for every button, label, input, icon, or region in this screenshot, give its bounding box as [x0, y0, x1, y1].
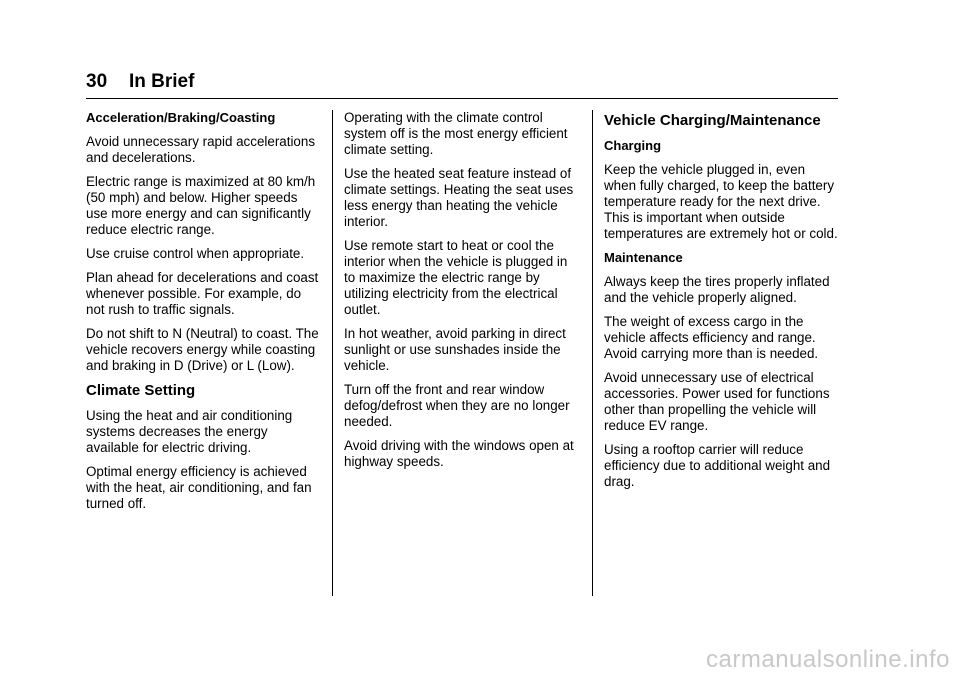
column-divider-left — [332, 110, 333, 596]
watermark: carmanualsonline.info — [706, 646, 950, 673]
heading-climate-setting: Climate Setting — [86, 382, 196, 399]
paragraph: Avoid unnecessary use of electrical accessories. Power used for functions other than propelling the vehicle will reduce EV range. — [604, 370, 830, 433]
column-middle — [344, 110, 580, 478]
page-title: In Brief — [129, 71, 195, 92]
paragraph: Operating with the climate control system off is the most energy efficient climate setting. — [344, 110, 568, 157]
paragraph: Optimal energy efficiency is achieved with the heat, air conditioning, and fan turned off. — [86, 464, 312, 511]
paragraph: Use cruise control when appropriate. — [86, 246, 305, 261]
page-number: 30 — [86, 71, 108, 92]
paragraph: Use remote start to heat or cool the interior when the vehicle is plugged in to maximize the electric range by utilizing electricity from the electrical outlet. — [344, 238, 568, 317]
paragraph: Using a rooftop carrier will reduce efficiency due to additional weight and drag. — [604, 442, 831, 489]
paragraph: In hot weather, avoid parking in direct sunlight or use sunshades inside the vehicle. — [344, 326, 566, 373]
column-right — [604, 110, 838, 498]
paragraph: Keep the vehicle plugged in, even when fully charged, to keep the battery temperature ready for the next drive. This is important when outside temperatures are extremely hot or cold. — [604, 162, 838, 241]
column-left — [86, 110, 322, 520]
subhead-charging: Charging — [604, 138, 662, 153]
subhead-acceleration: Acceleration/Braking/Coasting — [86, 110, 276, 125]
paragraph: Electric range is maximized at 80 km/h (50 mph) and below. Higher speeds use more energy and can significantly reduce electric range. — [86, 174, 316, 237]
paragraph: Avoid unnecessary rapid accelerations and decelerations. — [86, 134, 316, 165]
paragraph: Always keep the tires properly inflated and the vehicle properly aligned. — [604, 274, 830, 305]
paragraph: Turn off the front and rear window defog/defrost when they are no longer needed. — [344, 382, 570, 429]
page-header — [86, 70, 838, 99]
paragraph: Do not shift to N (Neutral) to coast. The vehicle recovers energy while coasting and braking in D (Drive) or L (Low). — [86, 326, 319, 373]
heading-vehicle-charging: Vehicle Charging/Maintenance — [604, 112, 821, 129]
column-divider-right — [592, 110, 593, 596]
paragraph: The weight of excess cargo in the vehicle affects efficiency and range. Avoid carrying more than is needed. — [604, 314, 819, 361]
paragraph: Avoid driving with the windows open at highway speeds. — [344, 438, 574, 469]
paragraph: Plan ahead for decelerations and coast whenever possible. For example, do not rush to traffic signals. — [86, 270, 319, 317]
paragraph: Using the heat and air conditioning systems decreases the energy available for electric driving. — [86, 408, 293, 455]
paragraph: Use the heated seat feature instead of climate settings. Heating the seat uses less energy than heating the vehicle interior. — [344, 166, 574, 229]
subhead-maintenance: Maintenance — [604, 250, 683, 265]
